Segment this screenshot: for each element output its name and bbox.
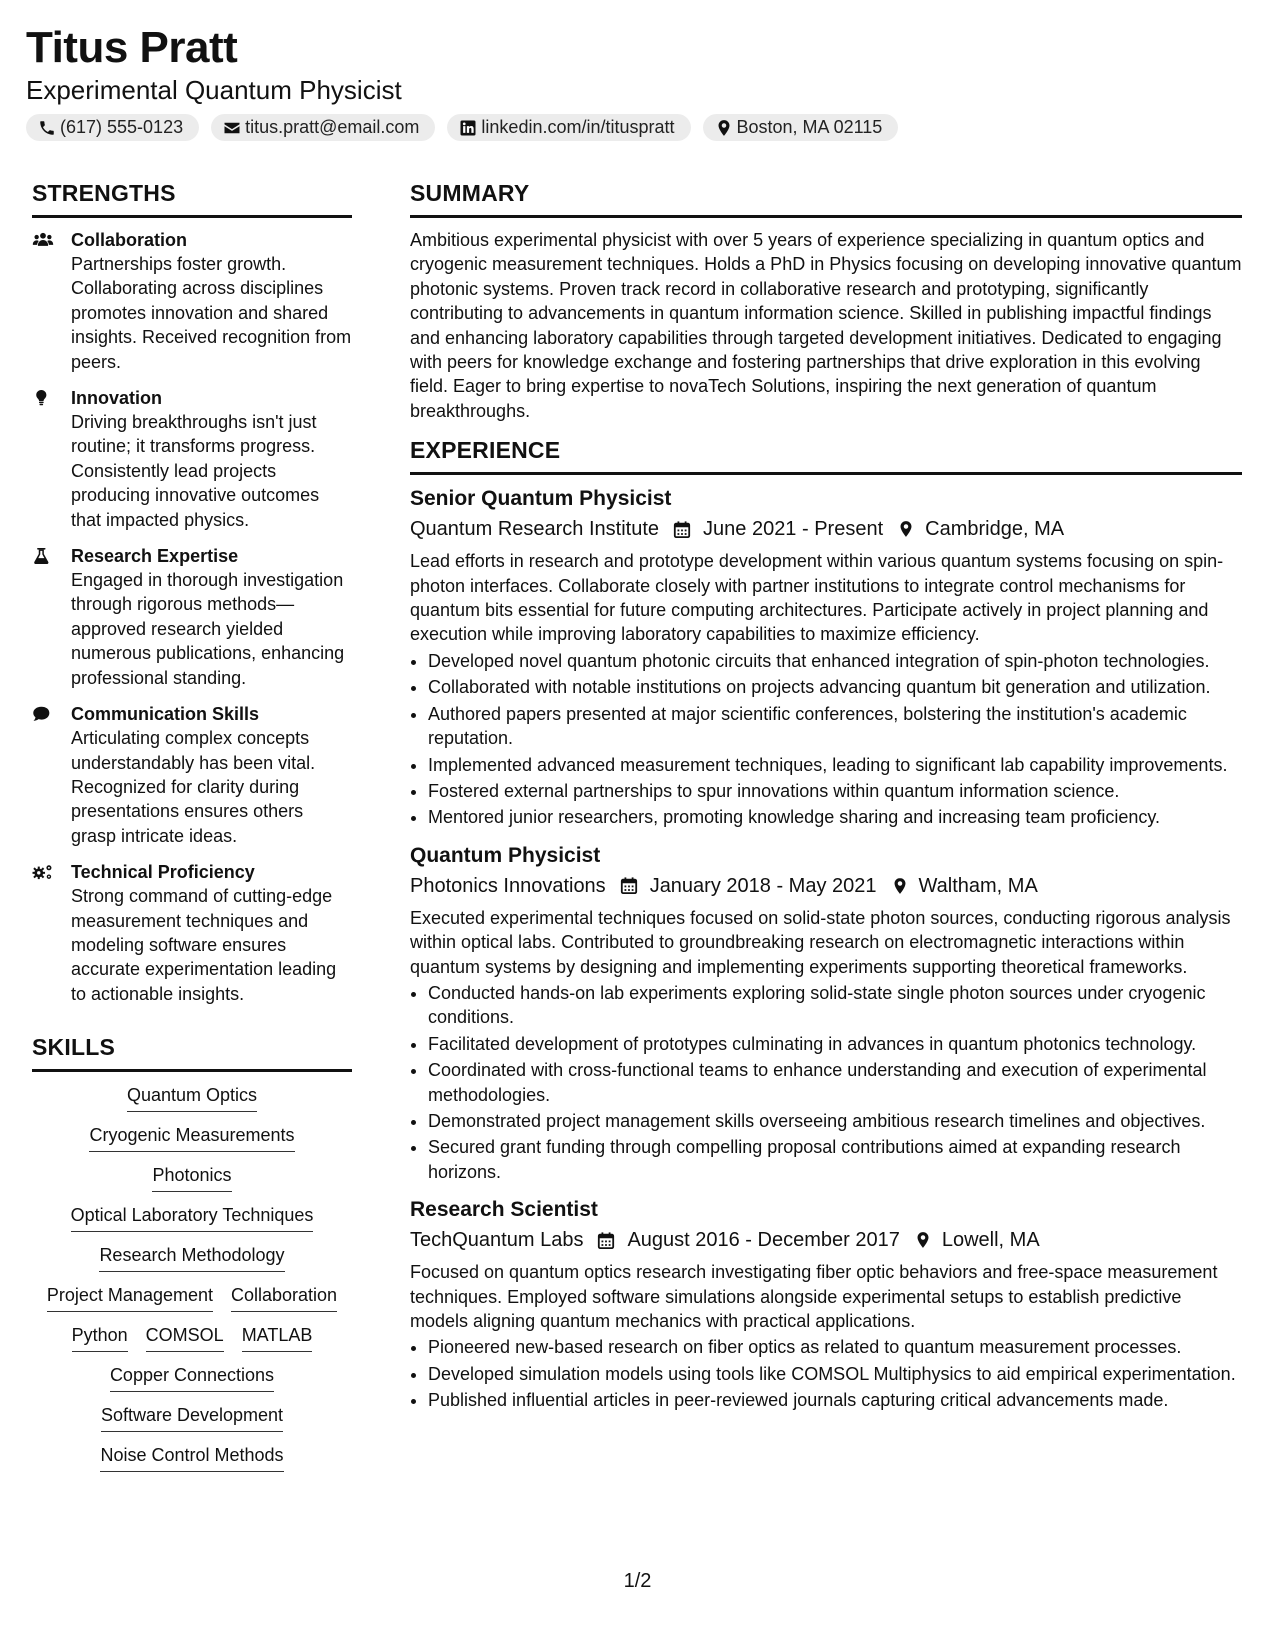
candidate-title: Experimental Quantum Physicist — [26, 75, 402, 105]
job-bullet: • Developed novel quantum photonic circuits that enhanced integration of spin-photon technologies. — [428, 649, 1242, 673]
job-bullet: • Developed simulation models using tools like COMSOL Multiphysics to aid empirical experimentation. — [428, 1362, 1242, 1386]
calendar-icon — [659, 520, 703, 539]
job-entry — [410, 1196, 1242, 1412]
contact-phone[interactable] — [26, 114, 199, 141]
skill-tag: Copper Connections — [110, 1364, 274, 1392]
map-pin-icon — [914, 1230, 932, 1250]
contact-linkedin[interactable] — [447, 114, 690, 141]
job-bullet: • Pioneered new-based research on fiber optics as related to quantum measurement processes. — [428, 1335, 1242, 1359]
skill-row — [32, 1244, 352, 1272]
skill-tag: Research Methodology — [99, 1244, 284, 1272]
skill-row — [32, 1444, 352, 1472]
job-title: Research Scientist — [410, 1198, 598, 1222]
skill-tag: MATLAB — [242, 1324, 313, 1352]
contact-location-text: Boston, MA 02115 — [736, 117, 883, 137]
job-description: Executed experimental techniques focused on solid-state photon sources, conducting rigorous analysis within optical labs. Contributed to groundbreaking research on electromagnetic interactions within quantum systems by designing and implementing experiments supporting theoretical frameworks. — [410, 907, 1231, 977]
job-entry — [410, 842, 1242, 1184]
job-title: Senior Quantum Physicist — [410, 487, 672, 511]
job-bullet: • Conducted hands-on lab experiments exploring solid-state single photon sources under cryogenic conditions. — [428, 981, 1242, 1030]
skill-tag: Photonics — [152, 1164, 231, 1192]
job-bullet: • Implemented advanced measurement techniques, leading to significant lab capability improvements. — [428, 753, 1242, 777]
skill-row — [32, 1404, 352, 1432]
job-location: Waltham, MA — [918, 874, 1038, 897]
job-entry — [410, 485, 1242, 829]
strength-item — [32, 386, 352, 532]
strength-item — [32, 544, 352, 690]
skill-tag: Quantum Optics — [127, 1084, 257, 1112]
skill-tag: Software Development — [101, 1404, 283, 1432]
strengths-heading: STRENGTHS — [32, 180, 352, 218]
skill-row — [32, 1124, 352, 1152]
flask-icon — [32, 544, 71, 690]
job-bullets — [410, 981, 1242, 1184]
job-bullet: • Facilitated development of prototypes culminating in advances in quantum photonics technology. — [428, 1032, 1242, 1056]
strength-title: Innovation — [71, 388, 162, 409]
contact-location[interactable] — [703, 114, 899, 141]
strength-description: Engaged in thorough investigation through rigorous methods—approved research yielded numerous publications, enhancing professional standing. — [71, 570, 345, 688]
contact-bar — [26, 114, 1249, 141]
skill-row — [32, 1164, 352, 1192]
map-pin-icon — [715, 119, 733, 137]
job-bullet: • Demonstrated project management skills overseeing ambitious research timelines and objectives. — [428, 1109, 1242, 1133]
speech-bubble-icon — [32, 702, 71, 848]
job-company: Photonics Innovations — [410, 874, 606, 897]
map-pin-icon — [897, 519, 915, 539]
calendar-icon — [606, 876, 650, 895]
job-bullet: • Coordinated with cross-functional teams to enhance understanding and execution of experimental methodologies. — [428, 1058, 1242, 1107]
skill-tag: Cryogenic Measurements — [89, 1124, 294, 1152]
job-meta — [410, 1226, 1242, 1254]
skill-tag: Python — [72, 1324, 128, 1352]
page-number: 1/2 — [623, 1570, 652, 1592]
linkedin-icon — [459, 119, 477, 137]
skill-tag: Collaboration — [231, 1284, 337, 1312]
strength-item — [32, 860, 352, 1006]
job-meta — [410, 872, 1242, 900]
job-title: Quantum Physicist — [410, 843, 601, 867]
calendar-icon — [583, 1231, 627, 1250]
contact-email-text: titus.pratt@email.com — [245, 117, 420, 137]
job-bullet: • Published influential articles in peer-reviewed journals capturing critical advancements made. — [428, 1388, 1242, 1412]
strength-description: Partnerships foster growth. Collaborating across disciplines promotes innovation and shared insights. Received recognition from peers. — [71, 254, 352, 372]
experience-heading: EXPERIENCE — [410, 437, 1242, 475]
strength-description: Articulating complex concepts understandably has been vital. Recognized for clarity during presentations ensures others grasp intricate ideas. — [71, 728, 316, 846]
skill-tag: Optical Laboratory Techniques — [71, 1204, 314, 1232]
job-location: Cambridge, MA — [925, 518, 1065, 541]
job-bullets — [410, 649, 1242, 830]
map-pin-icon — [891, 876, 909, 896]
skill-row — [32, 1284, 352, 1312]
lightbulb-icon — [32, 386, 71, 532]
strength-item — [32, 228, 352, 374]
strength-title: Research Expertise — [71, 546, 239, 567]
strength-description: Driving breakthroughs isn't just routine; it transforms progress. Consistently lead projects producing innovative outcomes that impacted physics. — [71, 412, 320, 530]
skill-row — [32, 1364, 352, 1392]
left-column — [32, 180, 352, 1472]
job-dates: August 2016 - December 2017 — [627, 1229, 900, 1252]
strength-description: Strong command of cutting-edge measurement techniques and modeling software ensures accurate experimentation leading to actionable insights. — [71, 886, 337, 1004]
phone-icon — [38, 119, 56, 137]
skills-heading: SKILLS — [32, 1034, 352, 1072]
skill-tag: Noise Control Methods — [100, 1444, 283, 1472]
job-meta — [410, 515, 1242, 543]
job-bullets — [410, 1335, 1242, 1412]
skill-row — [32, 1324, 352, 1352]
skills-section — [32, 1034, 352, 1472]
contact-phone-text: (617) 555-0123 — [60, 117, 184, 137]
job-location: Lowell, MA — [941, 1229, 1040, 1252]
right-column — [410, 180, 1242, 1425]
strength-item — [32, 702, 352, 848]
resume-header — [26, 22, 1249, 141]
job-company: Quantum Research Institute — [410, 518, 660, 541]
job-bullet: • Fostered external partnerships to spur innovations within quantum information science. — [428, 779, 1242, 803]
job-bullet: • Mentored junior researchers, promoting knowledge sharing and increasing team proficiency. — [428, 805, 1242, 829]
skill-row — [32, 1084, 352, 1112]
strength-title: Communication Skills — [71, 704, 260, 725]
job-description: Lead efforts in research and prototype development within various quantum systems focusing on spin-photon interfaces. Collaborate closely with partner institutions to integrate control mechanisms for quantum bits essential for future computing architectures. Participate actively in project planning and execution while improving laboratory capabilities to maximize efficiency. — [410, 551, 1224, 645]
summary-text: Ambitious experimental physicist with over 5 years of experience specializing in quantum optics and cryogenic measurement techniques. Holds a PhD in Physics focusing on developing innovative quantum photonic systems. Proven track record in collaborative research and prototyping, significantly contributing to advancements in quantum information science. Skilled in publishing impactful findings and enhancing laboratory capabilities through targeted development initiatives. Dedicated to engaging with peers for knowledge exchange and fostering partnerships that drive exploration in this evolving field. Eager to bring expertise to novaTech Solutions, inspiring the next generation of quantum breakthroughs. — [410, 230, 1242, 421]
envelope-icon — [223, 119, 241, 137]
users-icon — [32, 228, 71, 374]
skill-tag: Project Management — [47, 1284, 213, 1312]
candidate-name: Titus Pratt — [26, 23, 238, 72]
contact-linkedin-text: linkedin.com/in/tituspratt — [481, 117, 675, 137]
job-description: Focused on quantum optics research investigating fiber optic behaviors and free-space measurement techniques. Employed software simulations alongside experimental setups to establish predictive models aligning quantum mechanics with practical applications. — [410, 1262, 1218, 1331]
job-bullet: • Collaborated with notable institutions on projects advancing quantum bit generation and utilization. — [428, 675, 1242, 699]
job-company: TechQuantum Labs — [410, 1229, 584, 1252]
skill-row — [32, 1204, 352, 1232]
job-bullet: • Authored papers presented at major scientific conferences, bolstering the institution's academic reputation. — [428, 702, 1242, 751]
job-dates: June 2021 - Present — [703, 518, 884, 541]
job-bullet: • Secured grant funding through compelling proposal contributions aimed at expanding research horizons. — [428, 1135, 1242, 1184]
gears-icon — [32, 860, 71, 1006]
strength-title: Collaboration — [71, 230, 187, 250]
summary-heading: SUMMARY — [410, 180, 1242, 218]
skill-tag: COMSOL — [146, 1324, 224, 1352]
job-dates: January 2018 - May 2021 — [649, 874, 877, 897]
contact-email[interactable] — [211, 114, 435, 141]
strength-title: Technical Proficiency — [71, 862, 255, 883]
